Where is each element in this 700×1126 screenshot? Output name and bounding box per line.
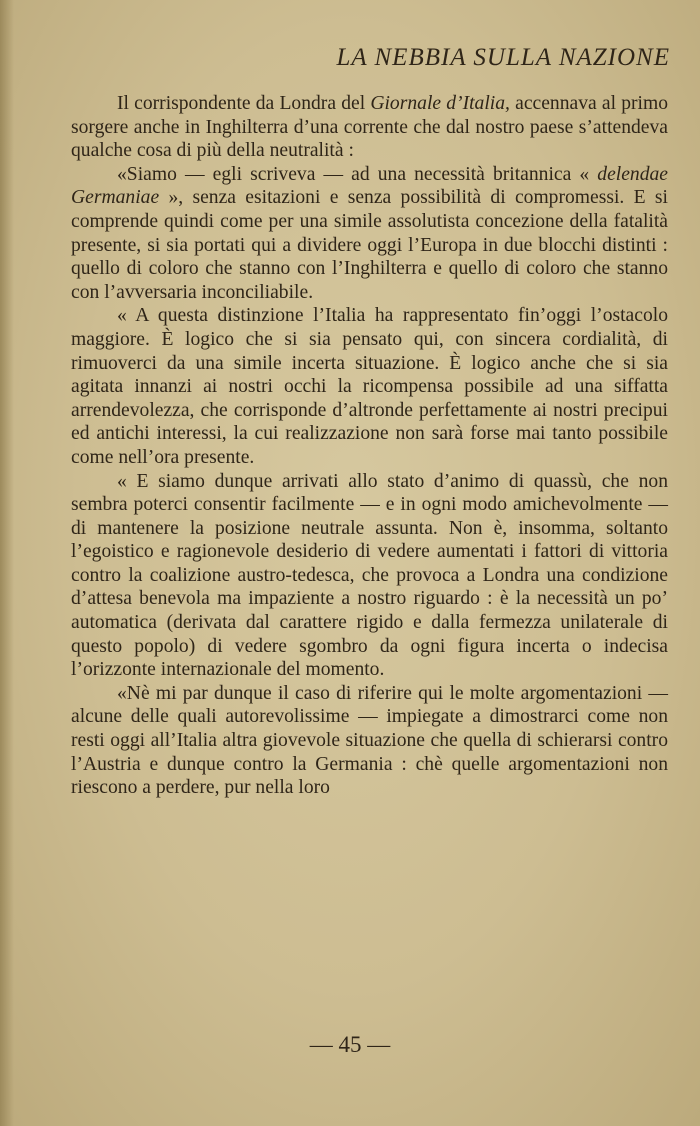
page-number: — 45 —: [309, 1032, 391, 1057]
italic-text: delendae Germaniae: [71, 163, 668, 209]
text-run: «Nè mi par dunque il caso di riferire qui le molte argomentazioni — alcune delle quali autorevolissime — impiegate a dimostrarci come non resti oggi all’Italia altra giovevole situazione che quella di schierarsi contro l’Austria e dunque contro la Germania : chè quelle argomentazioni non riescono a perdere, pur nella loro: [71, 682, 668, 799]
paragraph: [71, 682, 668, 800]
text-run: «Siamo — egli scriveva — ad una necessità britannica «: [117, 163, 598, 185]
paragraph: [71, 163, 668, 305]
text-run: « A questa distinzione l’Italia ha rappresentato fin’oggi l’ostacolo maggiore. È logico che si sia pensato qui, con sincera cordialità, di rimuoverci da una simile incerta situazione. È logico anche che si sia agitata innanzi ai nostri occhi la ricompensa possibile ad una siffatta arrendevolezza, che corrisponde d’altronde perfettamente ai nostri precipui ed antichi interessi, la cui realizzazione non sarà forse mai tanto possibile come nell’ora presente.: [71, 305, 668, 468]
running-head: LA NEBBIA SULLA NAZIONE: [336, 44, 670, 71]
paragraph: [71, 304, 668, 469]
text-run: », senza esitazioni e senza possibilità di compromessi. E si comprende quindi come per una simile assolutista concezione della fatalità presente, si sia portati qui a dividere oggi l’Europa in due blocchi distinti : quello di coloro che stanno con l’Inghilterra e quello di coloro che stanno con l’avversaria inconciliabile.: [71, 187, 668, 303]
body-text: [71, 92, 668, 800]
paragraph: [71, 92, 668, 163]
paragraph: [71, 470, 668, 682]
text-run: accennava al primo sorgere anche in Inghilterra d’una corrente che dal nostro paese s’attendeva qualche cosa di più della neutralità :: [71, 93, 668, 162]
page-edge-shadow: [0, 0, 14, 1126]
text-run: Il corrispondente da Londra del: [117, 93, 371, 114]
italic-text: Giornale d’Italia,: [370, 93, 510, 114]
text-run: « E siamo dunque arrivati allo stato d’animo di quassù, che non sembra poterci consentir facilmente — e in ogni modo amichevolmente — di mantenere la posizione neutrale assunta. Non è, insomma, soltanto l’egoistico e ragionevole desiderio di vedere aumentati i fattori di vittoria contro la coalizione austro-tedesca, che provoca a Londra una condizione d’attesa benevola ma impaziente a nostro riguardo : è la necessità un po’ automatica (derivata dal carattere rigido e dalla fermezza unilaterale di questo popolo) di vedere sgombro da ogni figura incerta o indecisa l’orizzonte internazionale del momento.: [71, 470, 668, 681]
